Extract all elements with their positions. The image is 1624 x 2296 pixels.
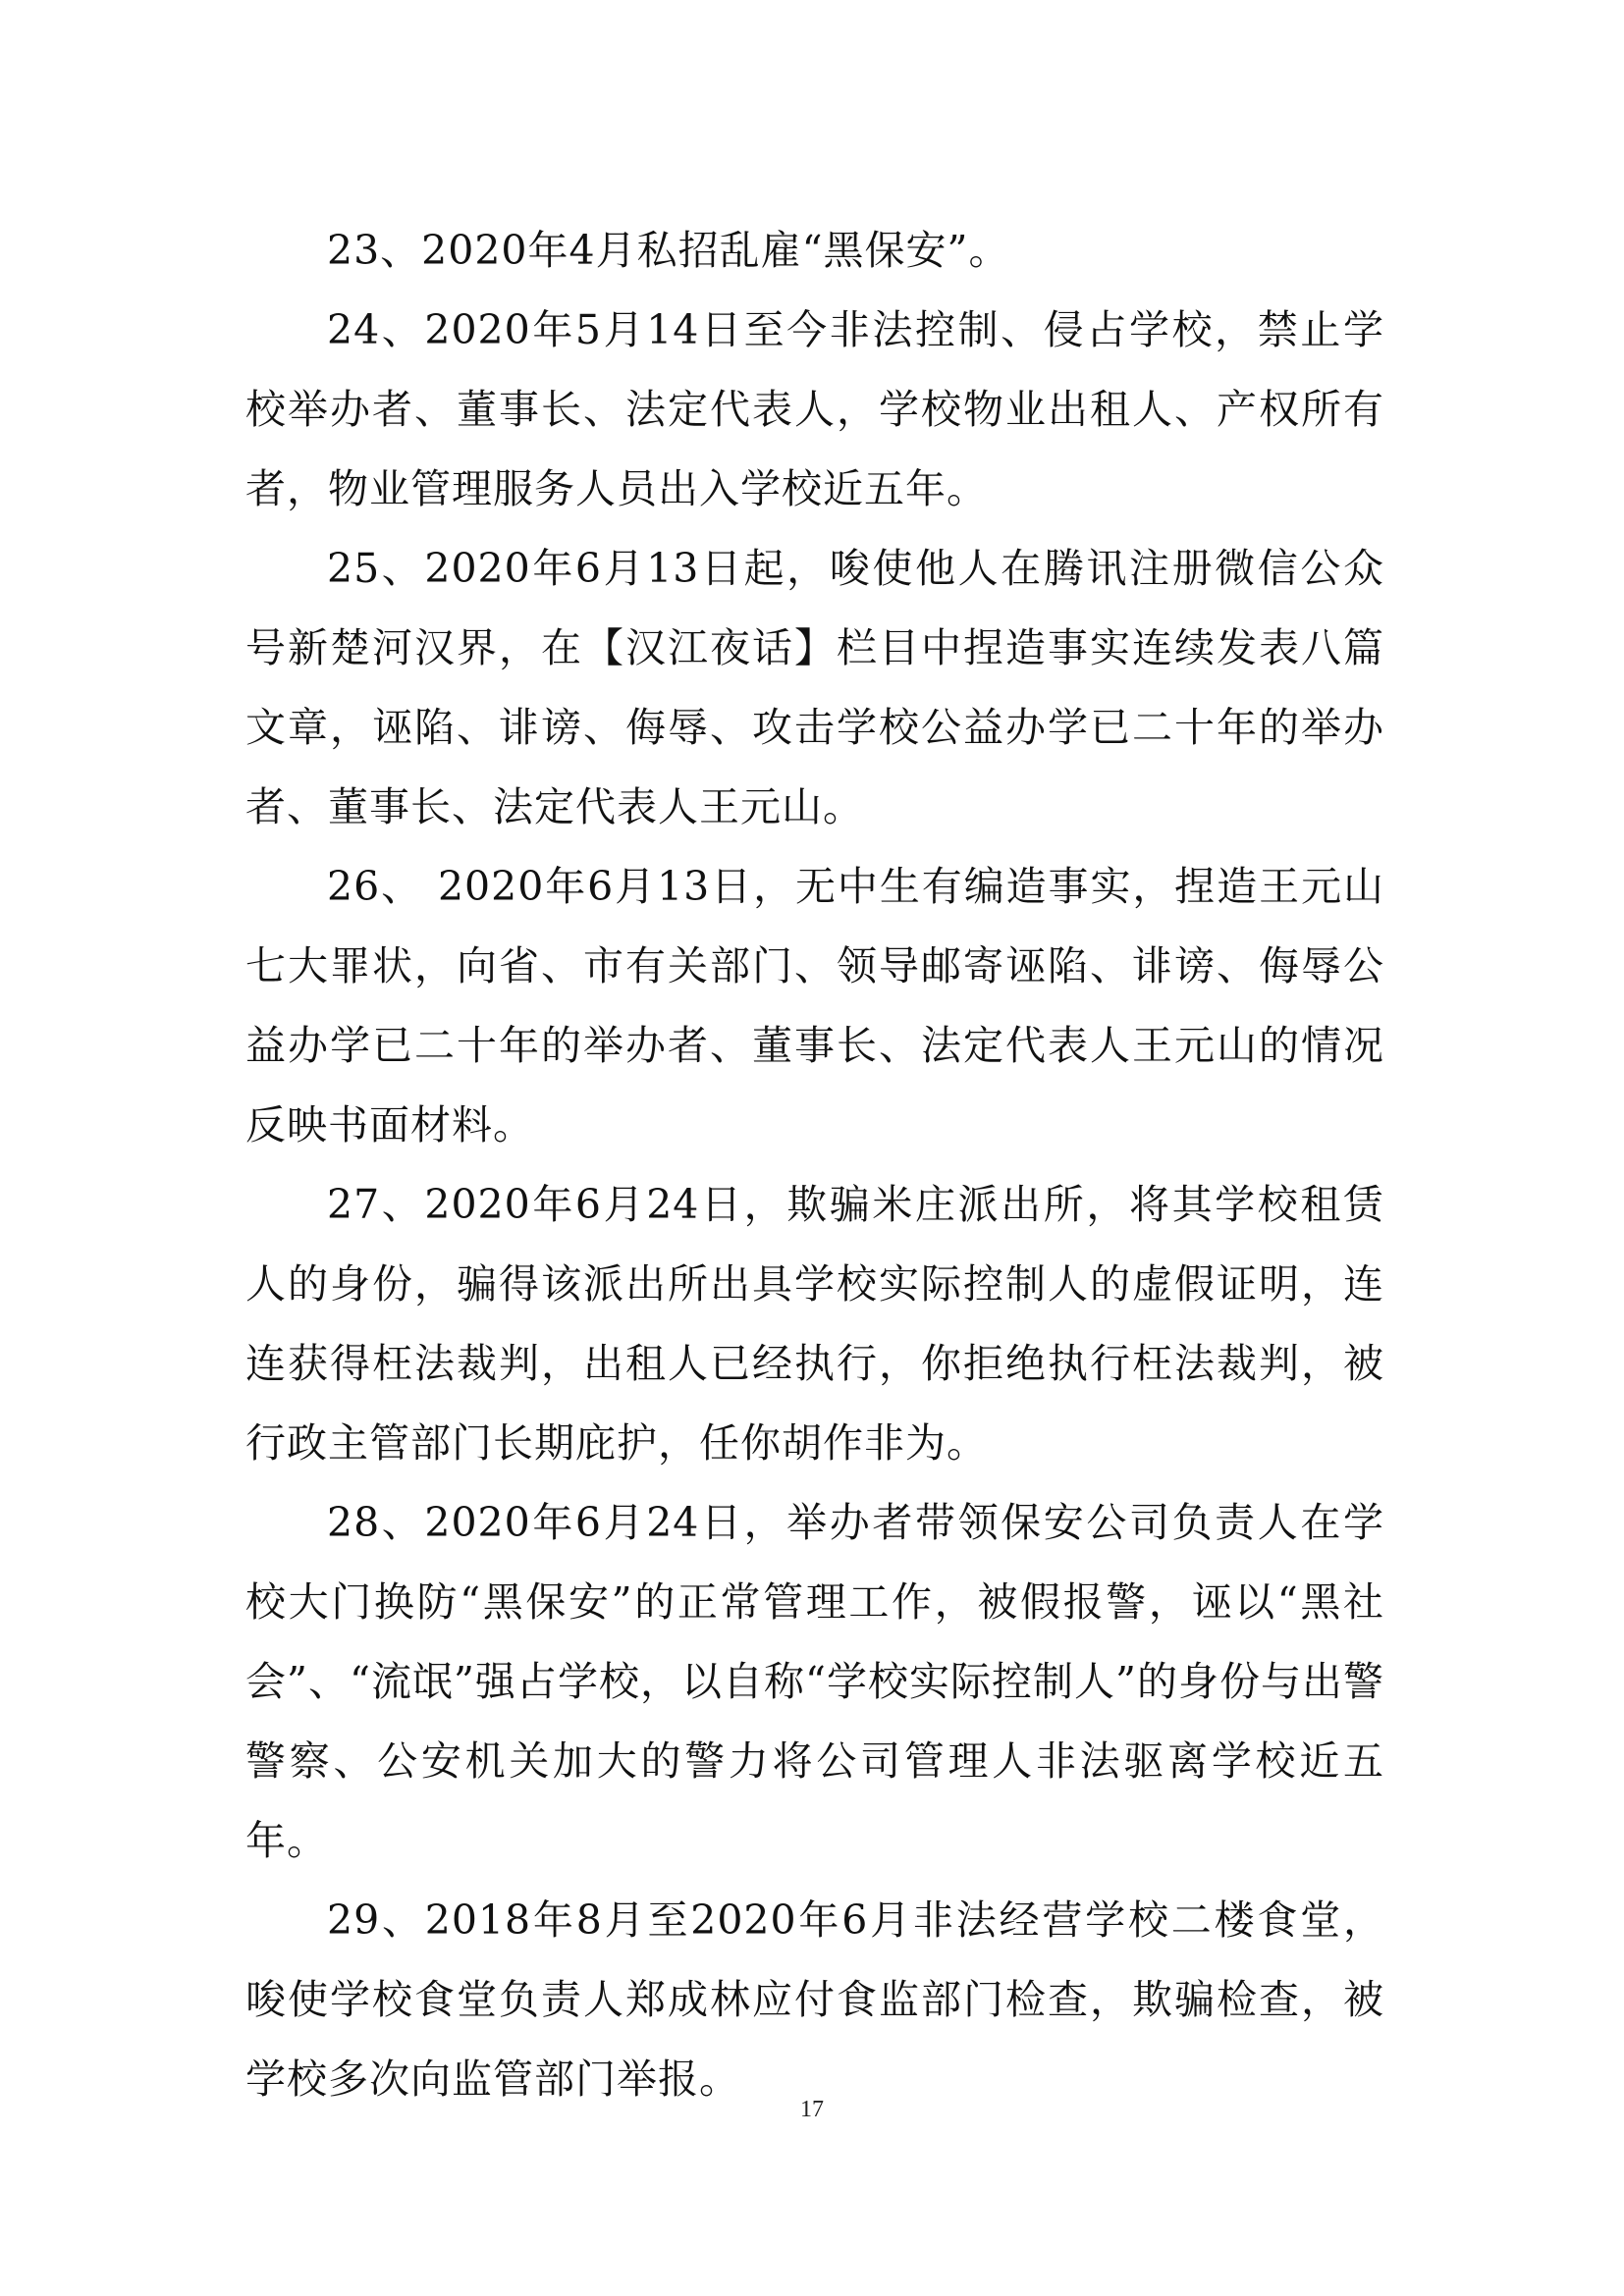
paragraph-23: 23、2020年4月私招乱雇“黑保安”。	[327, 227, 1010, 274]
paragraph-28: 28、2020年6月24日，举办者带领保安公司负责人在学校大门换防“黑保安”的正常管理工作，被假报警，诬以“黑社会”、“流氓”强占学校，以自称“学校实际控制人”的身份与出警警察、公安机关加大的警力将公司管理人非法驱离学校近五年。	[245, 1499, 1384, 1864]
paragraph-24: 24、2020年5月14日至今非法控制、侵占学校，禁止学校举办者、董事长、法定代表人，学校物业出租人、产权所有者，物业管理服务人员出入学校近五年。	[245, 306, 1384, 512]
paragraph-29: 29、2018年8月至2020年6月非法经营学校二楼食堂，唆使学校食堂负责人郑成林应付食监部门检查，欺骗检查，被学校多次向监管部门举报。	[245, 1896, 1384, 2103]
document-body	[245, 211, 1384, 2119]
page-number: 17	[800, 2097, 824, 2122]
paragraph-25: 25、2020年6月13日起，唆使他人在腾讯注册微信公众号新楚河汉界，在【汉江夜话】栏目中捏造事实连续发表八篇文章，诬陷、诽谤、侮辱、攻击学校公益办学已二十年的举办者、董事长、法定代表人王元山。	[245, 545, 1384, 830]
paragraph-27: 27、2020年6月24日，欺骗米庄派出所，将其学校租赁人的身份，骗得该派出所出具学校实际控制人的虚假证明，连连获得枉法裁判，出租人已经执行，你拒绝执行枉法裁判，被行政主管部门长期庇护，任你胡作非为。	[245, 1181, 1384, 1467]
paragraph-26: 26、 2020年6月13日，无中生有编造事实，捏造王元山七大罪状，向省、市有关部门、领导邮寄诬陷、诽谤、侮辱公益办学已二十年的举办者、董事长、法定代表人王元山的情况反映书面材料。	[245, 863, 1384, 1148]
